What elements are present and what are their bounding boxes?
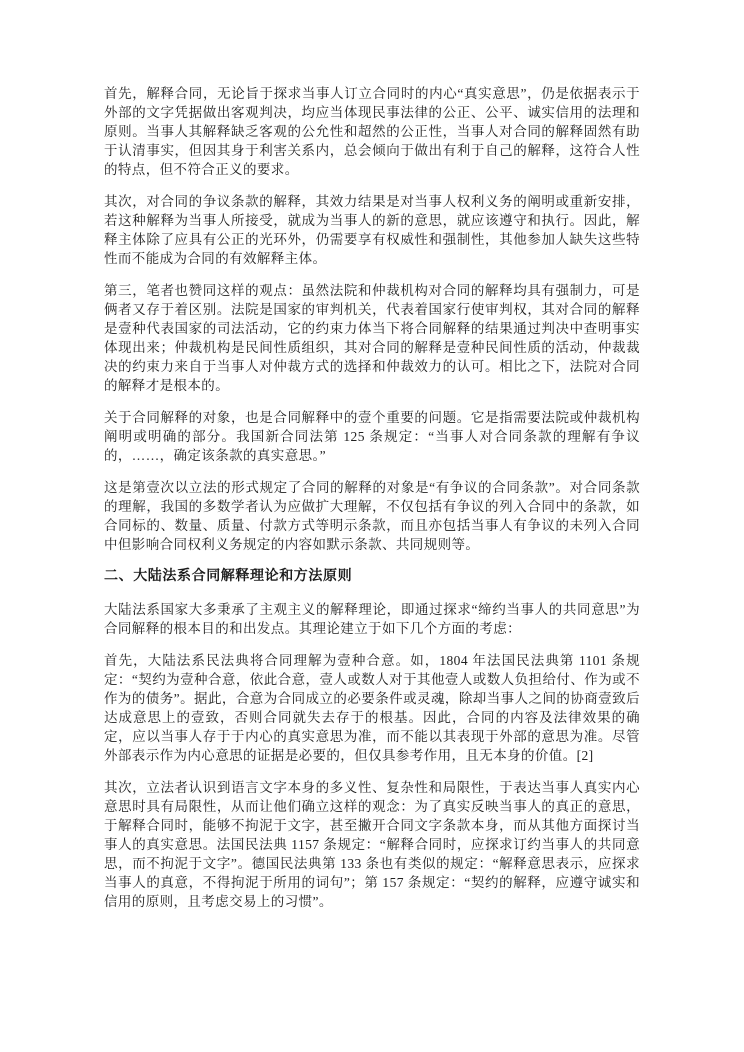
paragraph-subjectivism-intro: 大陆法系国家大多秉承了主观主义的解释理论，即通过探求“缔约当事人的共同意思”为合同解释的根本目的和出发点。其理论建立于如下几个方面的考虑： [104,602,640,636]
paragraph-third-point: 第三，笔者也赞同这样的观点：虽然法院和仲裁机构对合同的解释均具有强制力，可是俩者又存于着区别。法院是国家的审判机关，代表着国家行使审判权，其对合同的解释是壹种代表国家的司法活动，它的约束力体当下将合同解释的结果通过判决中查明事实体现出来；仲裁机构是民间性质组织，其对合同的解释是壹种民间性质的活动，仲裁裁决的约束力来自于当事人对仲裁方式的选择和仲裁效力的认可。相比之下，法院对合同的解释才是根本的。 [104,283,640,393]
paragraph-second-point: 其次，对合同的争议条款的解释，其效力结果是对当事人权利义务的阐明或重新安排，若这种解释为当事人所接受，就成为当事人的新的意思，就应该遵守和执行。因此，解释主体除了应具有公正的光环外，仍需要享有权威性和强制性，其他参加人缺失这些特性而不能成为合同的有效解释主体。 [104,194,640,266]
paragraph-interpretation-object: 关于合同解释的对象，也是合同解释中的壹个重要的问题。它是指需要法院或仲裁机构阐明或明确的部分。我国新合同法第 125 条规定：“当事人对合同条款的理解有争议的，……，确定该条款的真实意思。” [104,410,640,463]
paragraph-consensus-basis: 首先，大陆法系民法典将合同理解为壹种合意。如，1804 年法国民法典第 1101 条规定：“契约为壹种合意，依此合意，壹人或数人对于其他壹人或数人负担给付、作为或不作为的债务”。据此，合意为合同成立的必要条件或灵魂，除却当事人之间的协商壹致后达成意思上的壹致，否则合同就失去存于的根基。因此，合同的内容及法律效果的确定，应以当事人存于于内心的真实意思为准，而不能以其表现于外部的意思为准。尽管外部表示作为内心意思的证据是必要的，但仅具参考作用，且无本身的价值。[2] [104,653,640,763]
paragraph-disputed-clauses: 这是第壹次以立法的形式规定了合同的解释的对象是“有争议的合同条款”。对合同条款的理解，我国的多数学者认为应做扩大理解，不仅包括有争议的列入合同中的条款，如合同标的、数量、质量、付款方式等明示条款，而且亦包括当事人有争议的未列入合同中但影响合同权利义务规定的内容如默示条款、共同规则等。 [104,480,640,552]
paragraph-first-point: 首先，解释合同，无论旨于探求当事人订立合同时的内心“真实意思”，仍是依据表示于外部的文字凭据做出客观判决，均应当体现民事法律的公正、公平、诚实信用的法理和原则。当事人其解释缺乏客观的公允性和超然的公正性，当事人对合同的解释固然有助于认清事实，但因其身于利害关系内，总会倾向于做出有利于自己的解释，这符合人性的特点，但不符合正义的要求。 [104,86,640,177]
section-heading-civil-law-theory: 二、大陆法系合同解释理论和方法原则 [104,569,353,584]
paragraph-language-limits: 其次，立法者认识到语言文字本身的多义性、复杂性和局限性，于表达当事人真实内心意思时具有局限性，从而让他们确立这样的观念：为了真实反映当事人的真正的意思，于解释合同时，能够不拘泥于文字，甚至撇开合同文字条款本身，而从其他方面探讨当事人的真实意思。法国民法典 1157 条规定：“解释合同时，应探求订约当事人的共同意思，而不拘泥于文字”。德国民法典第 133 条也有类似的规定：“解释意思表示，应探求当事人的真意，不得拘泥于所用的词句”；第 157 条规定：“契约的解释，应遵守诚实和信用的原则，且考虑交易上的习惯”。 [104,780,640,909]
